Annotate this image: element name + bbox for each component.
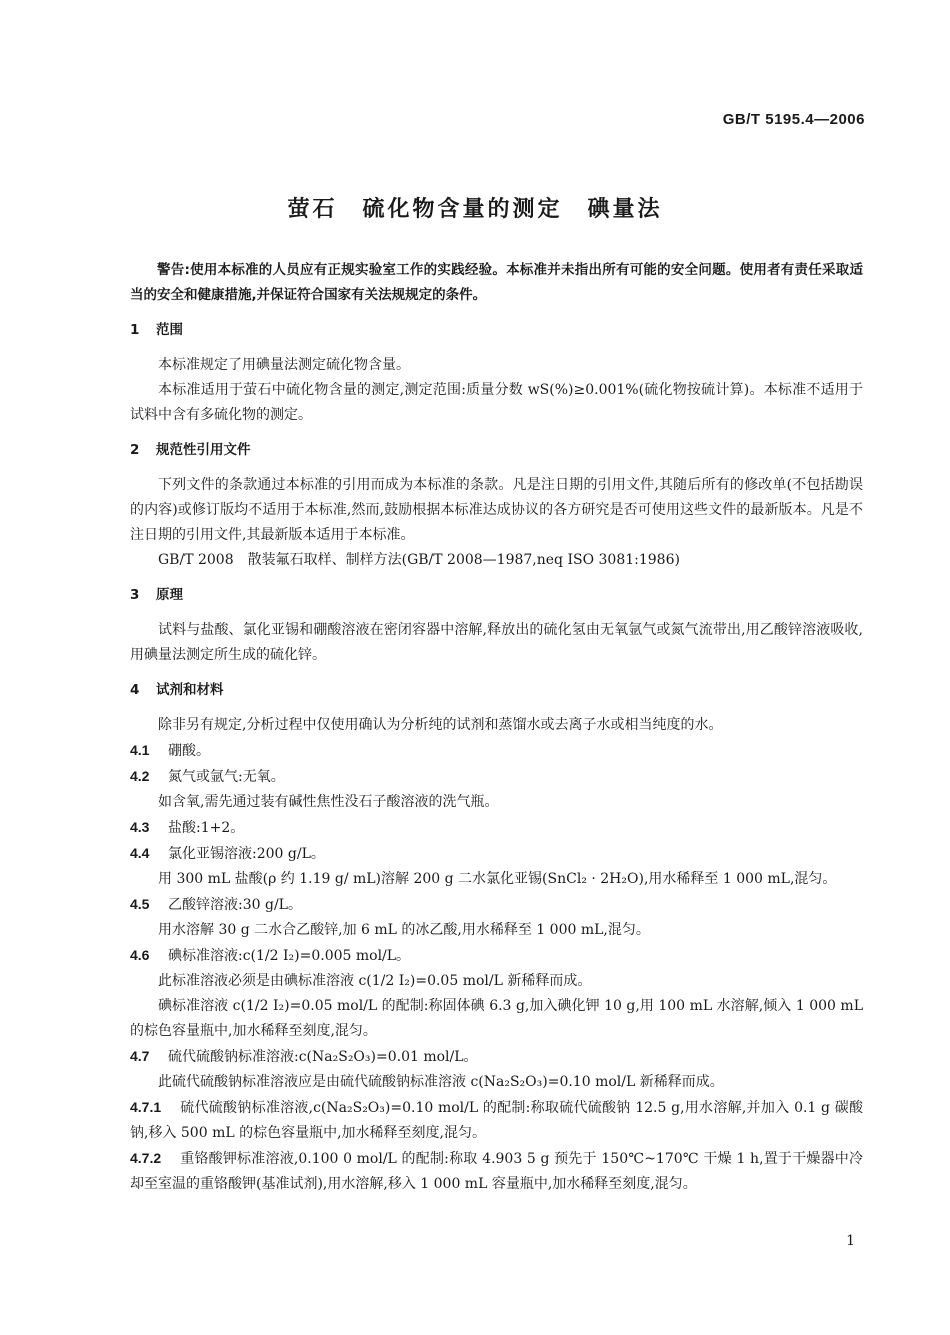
section-2-heading xyxy=(130,438,863,463)
section-number: 1 xyxy=(130,322,140,338)
section-3-paragraph-1: 试料与盐酸、氯化亚锡和硼酸溶液在密闭容器中溶解,释放出的硫化氢由无氧氩气或氮气流带出,用乙酸锌溶液吸收,用碘量法测定所生成的硫化锌。 xyxy=(130,622,863,663)
standard-number: GB/T 5195.4—2006 xyxy=(722,111,865,128)
item-4-4-note: 用 300 mL 盐酸(ρ 约 1.19 g/ mL)溶解 200 g 二水氯化亚锡(SnCl₂ · 2H₂O),用水稀释至 1 000 mL,混匀。 xyxy=(158,871,837,887)
section-number: 2 xyxy=(130,442,140,458)
item-number: 4.6 xyxy=(130,947,150,963)
item-number: 4.5 xyxy=(130,896,150,912)
page-number: 1 xyxy=(846,1233,855,1249)
item-number: 4.7.2 xyxy=(130,1150,162,1166)
item-text: 硫代硫酸钠标准溶液:c(Na₂S₂O₃)=0.01 mol/L。 xyxy=(168,1049,478,1065)
item-number: 4.7 xyxy=(130,1048,150,1064)
item-4-6 xyxy=(130,943,863,969)
item-4-7-note: 此硫代硫酸钠标准溶液应是由硫代硫酸钠标准溶液 c(Na₂S₂O₃)=0.10 mol/L 新稀释而成。 xyxy=(158,1074,724,1090)
section-3-heading xyxy=(130,583,863,608)
item-number: 4.4 xyxy=(130,845,150,861)
item-text: 乙酸锌溶液:30 g/L。 xyxy=(168,897,302,913)
section-2-paragraph-1: 下列文件的条款通过本标准的引用而成为本标准的条款。凡是注日期的引用文件,其随后所有的修改单(不包括勘误的内容)或修订版均不适用于本标准,然而,鼓励根据本标准达成协议的各方研究是否可使用这些文件的最新版本。凡是不注日期的引用文件,其最新版本适用于本标准。 xyxy=(130,477,863,543)
item-4-6-note-2: 碘标准溶液 c(1/2 I₂)=0.05 mol/L 的配制:称固体碘 6.3 g,加入碘化钾 10 g,用 100 mL 水溶解,倾入 1 000 mL 的棕色容量瓶中,加水稀释至刻度,混匀。 xyxy=(130,998,863,1039)
item-text: 硫代硫酸钠标准溶液,c(Na₂S₂O₃)=0.10 mol/L 的配制:称取硫代硫酸钠 12.5 g,用水溶解,并加入 0.1 g 碳酸钠,移入 500 mL 的棕色容量瓶中,加水稀释至刻度,混匀。 xyxy=(130,1100,863,1141)
section-4-heading xyxy=(130,678,863,703)
item-4-2 xyxy=(130,764,863,790)
item-number: 4.3 xyxy=(130,819,150,835)
section-title: 试剂和材料 xyxy=(156,682,224,698)
item-4-6-note-1: 此标准溶液必须是由碘标准溶液 c(1/2 I₂)=0.05 mol/L 新稀释而成。 xyxy=(158,973,592,989)
item-number: 4.2 xyxy=(130,768,150,784)
section-number: 3 xyxy=(130,587,140,603)
item-4-3 xyxy=(130,815,863,841)
item-4-5 xyxy=(130,892,863,918)
section-number: 4 xyxy=(130,682,140,698)
section-4-paragraph-1: 除非另有规定,分析过程中仅使用确认为分析纯的试剂和蒸馏水或去离子水或相当纯度的水。 xyxy=(158,717,723,733)
document-title: 萤石 硫化物含量的测定 碘量法 xyxy=(287,197,663,222)
item-number: 4.1 xyxy=(130,742,150,758)
item-4-5-note: 用水溶解 30 g 二水合乙酸锌,加 6 mL 的冰乙酸,用水稀释至 1 000 mL,混匀。 xyxy=(158,922,650,938)
document-body xyxy=(130,258,863,1197)
item-4-1 xyxy=(130,738,863,764)
section-1-paragraph-2: 本标准适用于萤石中硫化物含量的测定,测定范围:质量分数 wS(%)≥0.001%(硫化物按硫计算)。本标准不适用于试料中含有多硫化物的测定。 xyxy=(130,382,863,423)
item-4-7-1 xyxy=(130,1095,863,1146)
section-title: 范围 xyxy=(156,322,183,338)
section-1-heading xyxy=(130,318,863,343)
normative-reference: GB/T 2008 散装氟石取样、制样方法(GB/T 2008—1987,neq ISO 3081:1986) xyxy=(158,552,680,568)
warning-text: 警告:使用本标准的人员应有正规实验室工作的实践经验。本标准并未指出所有可能的安全问题。使用者有责任采取适当的安全和健康措施,并保证符合国家有关法规规定的条件。 xyxy=(130,262,863,303)
item-text: 盐酸:1+2。 xyxy=(168,820,245,836)
section-title: 规范性引用文件 xyxy=(156,442,251,458)
section-1-paragraph-1: 本标准规定了用碘量法测定硫化物含量。 xyxy=(158,357,410,373)
item-4-7-2 xyxy=(130,1146,863,1197)
item-text: 重铬酸钾标准溶液,0.100 0 mol/L 的配制:称取 4.903 5 g 预先于 150℃~170℃ 干燥 1 h,置于干燥器中冷却至室温的重铬酸钾(基准试剂),用水溶解,移入 1 000 mL 容量瓶中,加水稀释至刻度,混匀。 xyxy=(130,1151,863,1192)
item-number: 4.7.1 xyxy=(130,1099,162,1115)
item-4-2-note: 如含氧,需先通过装有碱性焦性没石子酸溶液的洗气瓶。 xyxy=(158,794,499,810)
section-title: 原理 xyxy=(156,587,183,603)
item-text: 硼酸。 xyxy=(168,743,210,759)
item-4-7 xyxy=(130,1044,863,1070)
item-4-4 xyxy=(130,841,863,867)
item-text: 碘标准溶液:c(1/2 I₂)=0.005 mol/L。 xyxy=(168,948,411,964)
item-text: 氯化亚锡溶液:200 g/L。 xyxy=(168,846,325,862)
item-text: 氮气或氩气:无氧。 xyxy=(168,769,285,785)
